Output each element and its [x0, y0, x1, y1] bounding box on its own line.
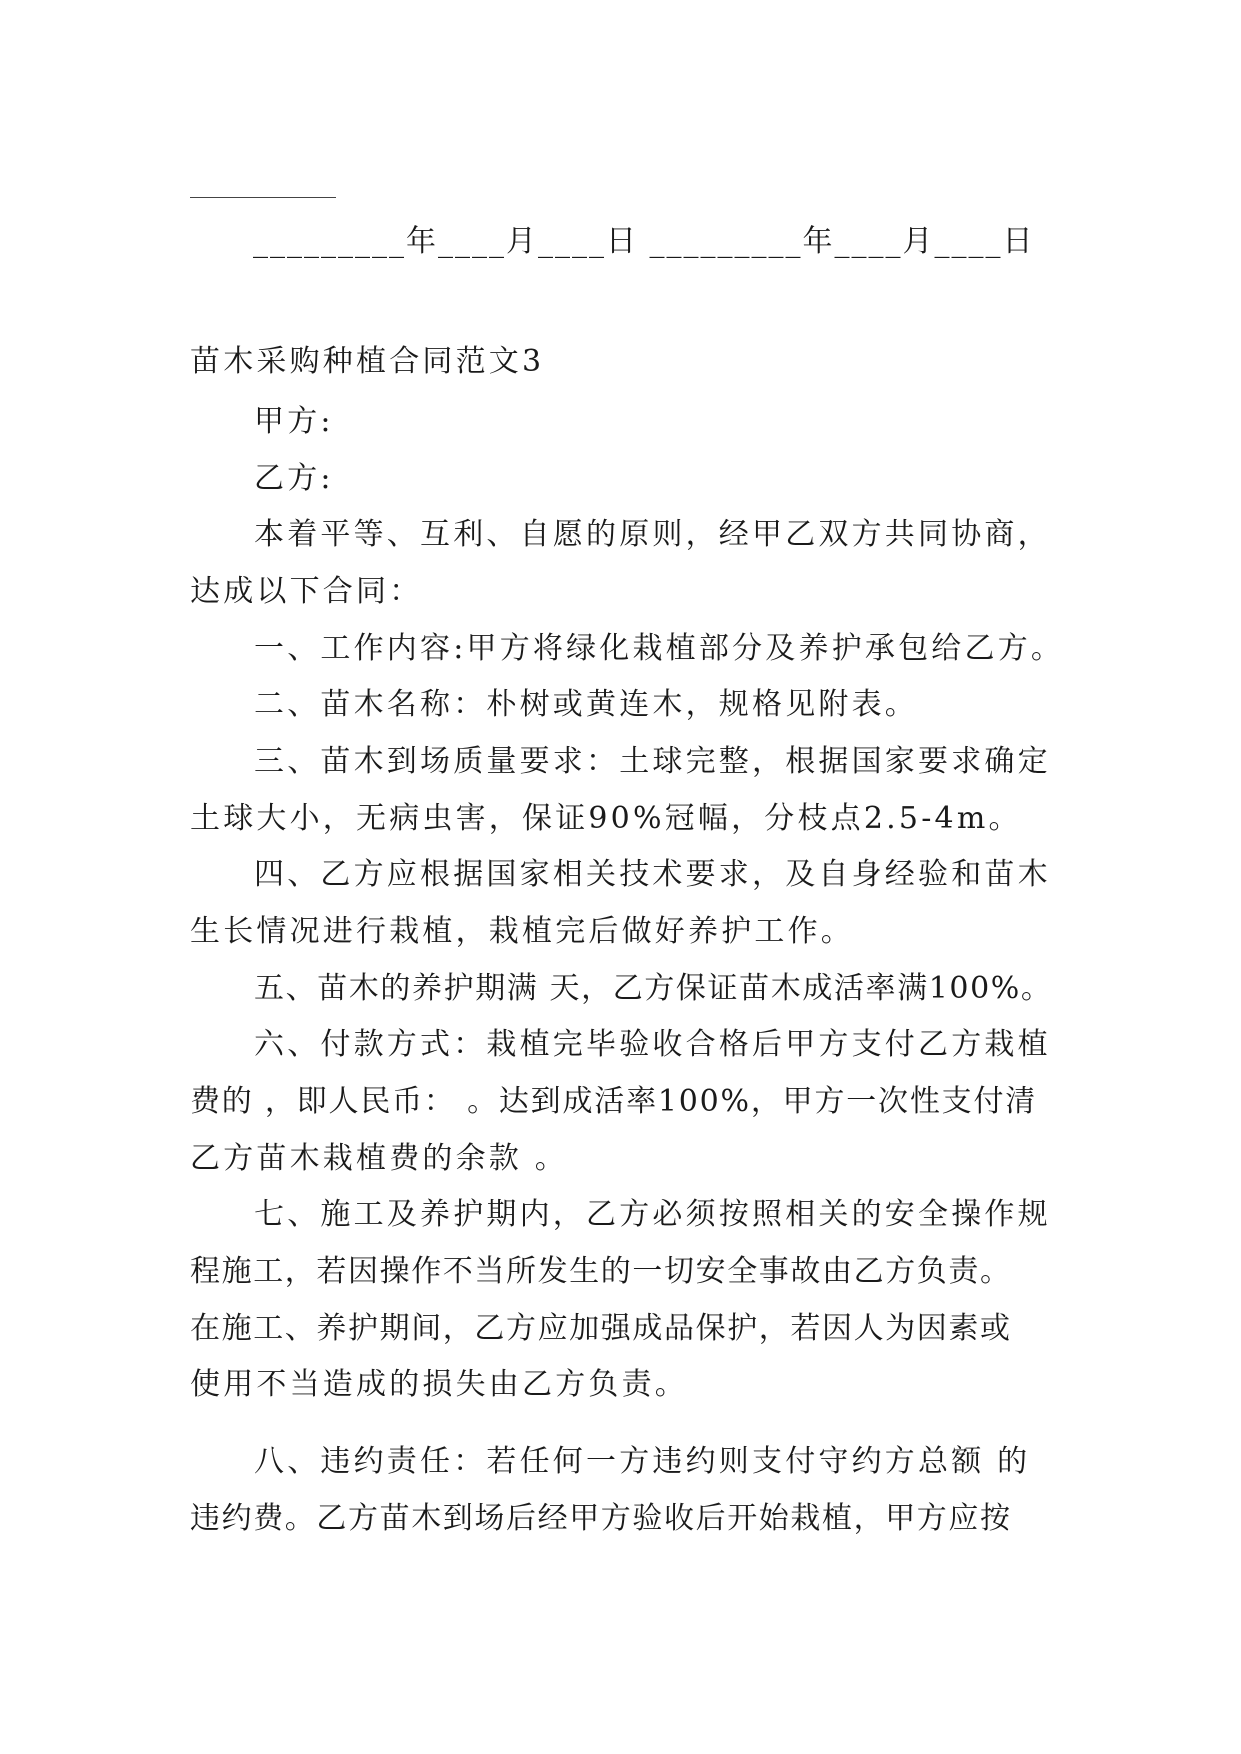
clause-7-line-4: 使用不当造成的损失由乙方负责。: [190, 1367, 688, 1402]
clause-7-line-2: 程施工，若因操作不当所发生的一切安全事故由乙方负责。: [190, 1254, 1012, 1289]
clause-7-line-3: 在施工、养护期间，乙方应加强成品保护，若因人为因素或: [190, 1311, 1012, 1346]
clause-5-line-1: 五、苗木的养护期满 天，乙方保证苗木成活率满100%。: [254, 971, 1053, 1006]
clause-3-line-2: 土球大小，无病虫害，保证90%冠幅，分枝点2.5-4m。: [190, 801, 1022, 836]
clause-2-line-1: 二、苗木名称：朴树或黄连木，规格见附表。: [254, 687, 918, 722]
clause-4-line-2: 生长情况进行栽植，栽植完后做好养护工作。: [190, 914, 854, 949]
clause-1-line-1: 一、工作内容:甲方将绿化栽植部分及养护承包给乙方。: [254, 631, 1065, 666]
intro-line-1: 本着平等、互利、自愿的原则，经甲乙双方共同协商，: [254, 517, 1051, 552]
clause-6-line-2: 费的 ，即人民币： 。达到成活率100%，甲方一次性支付清: [190, 1084, 1038, 1119]
party-a-label: 甲方:: [254, 404, 334, 439]
clause-4-line-1: 四、乙方应根据国家相关技术要求，及自身经验和苗木: [254, 857, 1051, 892]
intro-line-2: 达成以下合同：: [190, 574, 423, 609]
signature-underline: [190, 197, 336, 198]
clause-7-line-1: 七、施工及养护期内，乙方必须按照相关的安全操作规: [254, 1197, 1051, 1232]
clause-6-line-3: 乙方苗木栽植费的余款 。: [190, 1141, 568, 1176]
clause-3-line-1: 三、苗木到场质量要求：土球完整，根据国家要求确定: [254, 744, 1051, 779]
contract-title: 苗木采购种植合同范文3: [190, 344, 545, 379]
clause-8-line-2: 违约费。乙方苗木到场后经甲方验收后开始栽植，甲方应按: [190, 1501, 1012, 1536]
clause-8-line-1: 八、违约责任：若任何一方违约则支付守约方总额 的: [254, 1444, 1031, 1479]
clause-6-line-1: 六、付款方式：栽植完毕验收合格后甲方支付乙方栽植: [254, 1027, 1051, 1062]
party-b-label: 乙方:: [254, 461, 334, 496]
date-row: _________年____月____日 _________年____月____日: [253, 224, 1035, 259]
